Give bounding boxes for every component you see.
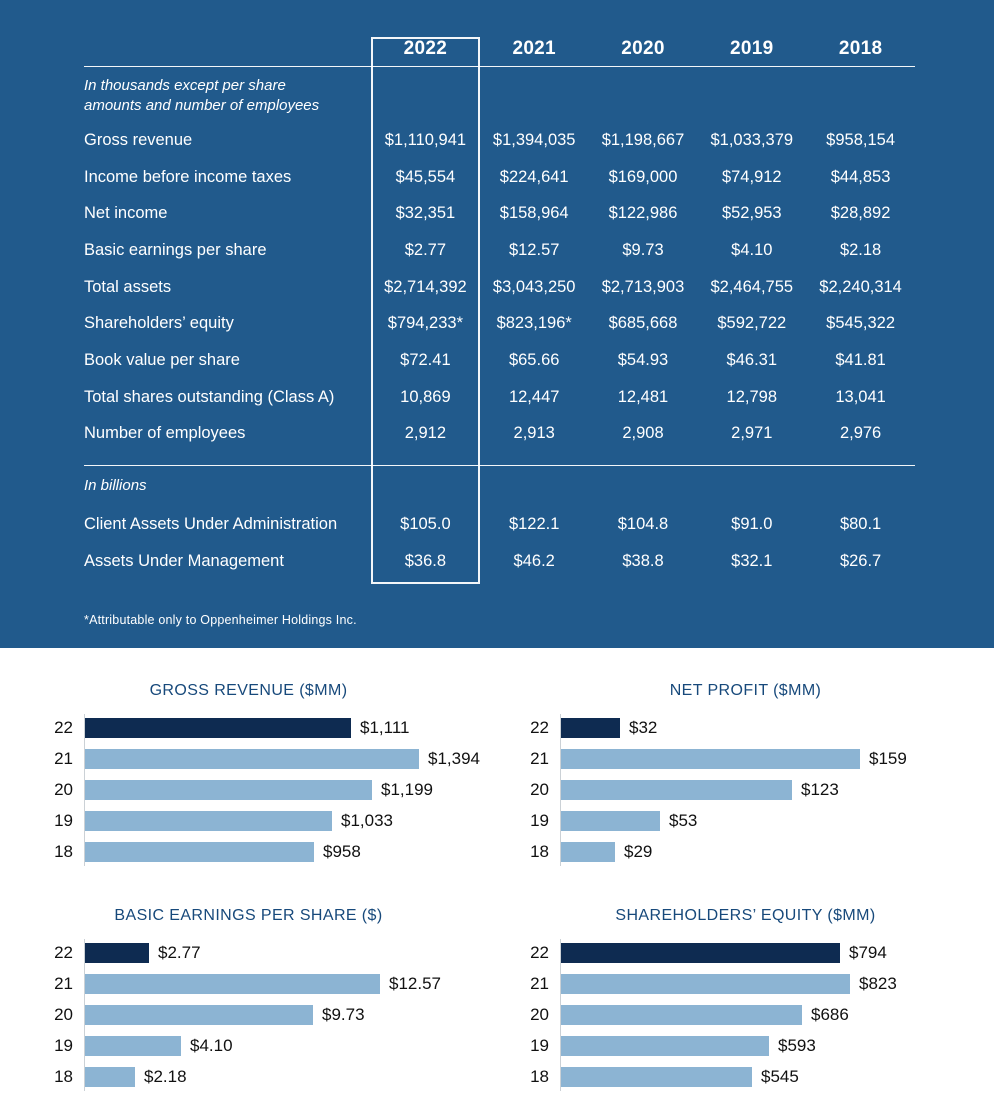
chart-bar-row-18 — [0, 1067, 497, 1087]
cell-2020: $9.73 — [622, 240, 664, 259]
year-header-2022: 2022 — [403, 38, 448, 59]
bar-value-label: $958 — [323, 842, 361, 861]
charts-section — [0, 648, 994, 1108]
bar-20 — [84, 1005, 313, 1025]
cell-2020: $38.8 — [622, 552, 664, 571]
table-row — [84, 416, 915, 453]
cell-2021: $1,394,035 — [492, 130, 576, 149]
cell-2018: $2,240,314 — [819, 277, 902, 296]
row-label: Total shares outstanding (Class A) — [84, 387, 335, 406]
chart-bar-row-20 — [0, 780, 497, 800]
bar-value-label: $159 — [869, 749, 907, 768]
year-tick-label: 22 — [54, 718, 73, 737]
cell-2020: $169,000 — [608, 167, 678, 186]
year-tick-label: 18 — [54, 842, 73, 861]
cell-2021: $46.2 — [513, 552, 555, 571]
table-row — [84, 506, 915, 543]
cell-2018: $545,322 — [826, 314, 895, 333]
year-tick-label: 22 — [530, 718, 549, 737]
cell-2019: $52,953 — [721, 204, 782, 223]
chart-title-gross-revenue: GROSS REVENUE ($MM) — [149, 682, 348, 699]
cell-2020: $685,668 — [608, 314, 678, 333]
year-tick-label: 19 — [54, 1036, 73, 1055]
cell-2020: $1,198,667 — [601, 130, 685, 149]
cell-2022: $105.0 — [400, 515, 451, 534]
financial-table — [84, 0, 915, 580]
bar-22 — [560, 943, 840, 963]
bar-value-label: $123 — [801, 780, 839, 799]
cell-2020: $54.93 — [617, 350, 669, 369]
bar-20 — [560, 1005, 802, 1025]
chart-bar-row-22 — [497, 943, 994, 963]
bar-value-label: $1,111 — [360, 718, 410, 737]
cell-2019: $32.1 — [731, 552, 773, 571]
row-label: Basic earnings per share — [84, 240, 267, 259]
cell-2018: $2.18 — [839, 240, 882, 259]
cell-2019: $74,912 — [721, 167, 782, 186]
table-body-thousands — [84, 122, 915, 452]
cell-2019: $4.10 — [731, 240, 773, 259]
chart-gross-revenue — [0, 681, 497, 862]
table-row — [84, 543, 915, 580]
cell-2018: $26.7 — [839, 552, 882, 571]
bar-value-label: $593 — [778, 1036, 816, 1055]
bar-value-label: $545 — [761, 1067, 799, 1086]
year-tick-label: 18 — [54, 1067, 73, 1086]
section-divider — [84, 452, 915, 466]
bar-value-label: $794 — [849, 943, 887, 962]
cell-2018: $41.81 — [835, 350, 886, 369]
cell-2019: $592,722 — [717, 314, 787, 333]
year-tick-label: 21 — [530, 749, 549, 768]
row-label: Gross revenue — [84, 130, 193, 149]
chart-bar-row-21 — [0, 749, 497, 769]
chart-title-basic-eps: BASIC EARNINGS PER SHARE ($) — [114, 907, 383, 924]
bar-value-label: $2.77 — [158, 943, 201, 962]
table-row — [84, 305, 915, 342]
year-tick-label: 22 — [54, 943, 73, 962]
chart-plot-basic-eps — [0, 943, 497, 1087]
row-label: Client Assets Under Administration — [84, 515, 338, 534]
bar-20 — [560, 780, 792, 800]
chart-bar-row-18 — [0, 842, 497, 862]
chart-bar-row-18 — [497, 1067, 994, 1087]
table-row — [84, 232, 915, 269]
table-row — [84, 342, 915, 379]
cell-2019: 2,971 — [731, 424, 773, 443]
units-note-row-billions — [84, 466, 915, 506]
cell-2022: $1,110,941 — [384, 130, 467, 149]
table-row — [84, 159, 915, 196]
chart-bar-row-19 — [497, 811, 994, 831]
bar-19 — [560, 811, 660, 831]
bar-value-label: $9.73 — [322, 1005, 365, 1024]
chart-bar-row-22 — [497, 718, 994, 738]
bar-19 — [84, 811, 332, 831]
bar-value-label: $823 — [859, 974, 897, 993]
year-tick-label: 20 — [530, 780, 549, 799]
cell-2022: $72.41 — [400, 350, 451, 369]
bar-18 — [560, 842, 615, 862]
row-label: Net income — [84, 204, 168, 223]
chart-shareholders-equity — [497, 906, 994, 1087]
bar-value-label: $53 — [669, 811, 698, 830]
chart-plot-net-profit — [497, 718, 994, 862]
chart-bar-row-21 — [0, 974, 497, 994]
cell-2021: $224,641 — [499, 167, 569, 186]
year-tick-label: 20 — [54, 780, 73, 799]
cell-2020: 12,481 — [617, 387, 669, 406]
cell-2018: 2,976 — [839, 424, 882, 443]
cell-2022: 2,912 — [404, 424, 447, 443]
year-tick-label: 21 — [54, 974, 73, 993]
bar-18 — [84, 1067, 135, 1087]
cell-2019: 12,798 — [726, 387, 778, 406]
bar-18 — [560, 1067, 752, 1087]
cell-2019: $91.0 — [731, 515, 773, 534]
bar-value-label: $4.10 — [190, 1036, 233, 1055]
bar-21 — [84, 974, 380, 994]
year-tick-label: 21 — [54, 749, 73, 768]
cell-2022: $2.77 — [404, 240, 447, 259]
cell-2022: $32,351 — [395, 204, 456, 223]
cell-2021: $3,043,250 — [492, 277, 576, 296]
bar-22 — [560, 718, 620, 738]
chart-plot-shareholders-equity — [497, 943, 994, 1087]
cell-2021: $122.1 — [508, 515, 560, 534]
bar-18 — [84, 842, 314, 862]
chart-bar-row-21 — [497, 974, 994, 994]
bar-21 — [560, 974, 850, 994]
year-tick-label: 18 — [530, 842, 549, 861]
units-note-billions: In billions — [84, 477, 147, 495]
year-header-2020: 2020 — [621, 38, 665, 59]
row-label: Total assets — [84, 277, 172, 296]
table-body-billions — [84, 506, 915, 580]
bar-20 — [84, 780, 372, 800]
row-label: Number of employees — [84, 424, 246, 443]
row-label: Shareholders’ equity — [84, 314, 234, 333]
cell-2022: $2,714,392 — [384, 277, 467, 296]
cell-2018: $44,853 — [830, 167, 891, 186]
cell-2021: $823,196* — [496, 314, 572, 333]
table-row — [84, 379, 915, 416]
bar-19 — [84, 1036, 181, 1056]
cell-2020: $104.8 — [617, 515, 669, 534]
bar-19 — [560, 1036, 769, 1056]
bar-21 — [84, 749, 419, 769]
cell-2021: $12.57 — [508, 240, 560, 259]
units-note-row — [84, 67, 915, 122]
year-header-2019: 2019 — [730, 38, 774, 59]
year-tick-label: 22 — [530, 943, 549, 962]
chart-plot-gross-revenue — [0, 718, 497, 862]
chart-bar-row-20 — [497, 780, 994, 800]
chart-bar-row-20 — [0, 1005, 497, 1025]
bar-value-label: $32 — [629, 718, 658, 737]
bar-value-label: $1,199 — [381, 780, 433, 799]
bar-value-label: $12.57 — [389, 974, 441, 993]
bar-value-label: $29 — [624, 842, 653, 861]
year-tick-label: 19 — [530, 811, 549, 830]
table-row — [84, 195, 915, 232]
chart-bar-row-19 — [497, 1036, 994, 1056]
table-row — [84, 122, 915, 159]
year-tick-label: 21 — [530, 974, 549, 993]
cell-2021: 2,913 — [513, 424, 555, 443]
cell-2019: $2,464,755 — [710, 277, 794, 296]
year-header-2018: 2018 — [838, 38, 883, 59]
chart-bar-row-21 — [497, 749, 994, 769]
cell-2020: 2,908 — [622, 424, 664, 443]
bar-value-label: $1,033 — [341, 811, 393, 830]
cell-2019: $46.31 — [726, 350, 778, 369]
year-tick-label: 20 — [54, 1005, 73, 1024]
year-tick-label: 19 — [54, 811, 73, 830]
row-label: Income before income taxes — [84, 167, 292, 186]
bar-22 — [84, 718, 351, 738]
bar-value-label: $1,394 — [428, 749, 480, 768]
footnote: *Attributable only to Oppenheimer Holdings Inc. — [84, 613, 357, 627]
chart-bar-row-22 — [0, 718, 497, 738]
cell-2021: $65.66 — [508, 350, 560, 369]
bar-21 — [560, 749, 860, 769]
chart-basic-eps — [0, 906, 497, 1087]
chart-bar-row-20 — [497, 1005, 994, 1025]
cell-2022: $36.8 — [404, 552, 447, 571]
chart-title-net-profit: NET PROFIT ($MM) — [669, 682, 822, 699]
year-header-2021: 2021 — [512, 38, 556, 59]
chart-bar-row-22 — [0, 943, 497, 963]
cell-2021: 12,447 — [508, 387, 560, 406]
chart-title-shareholders-equity: SHAREHOLDERS’ EQUITY ($MM) — [615, 907, 876, 924]
chart-bar-row-18 — [497, 842, 994, 862]
year-tick-label: 19 — [530, 1036, 549, 1055]
row-label: Assets Under Management — [84, 552, 284, 571]
table-header-row — [84, 0, 915, 67]
cell-2018: $80.1 — [839, 515, 882, 534]
cell-2020: $122,986 — [608, 204, 678, 223]
cell-2021: $158,964 — [499, 204, 569, 223]
chart-net-profit — [497, 681, 994, 862]
cell-2018: $28,892 — [830, 204, 891, 223]
units-note-thousands: In thousands except per share amounts and number of employees — [84, 77, 320, 115]
cell-2018: $958,154 — [826, 130, 895, 149]
chart-bar-row-19 — [0, 811, 497, 831]
bar-value-label: $686 — [811, 1005, 849, 1024]
year-tick-label: 18 — [530, 1067, 549, 1086]
row-label: Book value per share — [84, 350, 240, 369]
bar-value-label: $2.18 — [144, 1067, 187, 1086]
cell-2019: $1,033,379 — [710, 130, 794, 149]
cell-2022: $45,554 — [395, 167, 456, 186]
chart-bar-row-19 — [0, 1036, 497, 1056]
cell-2022: $794,233* — [387, 314, 464, 333]
year-tick-label: 20 — [530, 1005, 549, 1024]
cell-2018: 13,041 — [835, 387, 886, 406]
bar-22 — [84, 943, 149, 963]
cell-2022: 10,869 — [400, 387, 451, 406]
cell-2020: $2,713,903 — [601, 277, 685, 296]
table-row — [84, 269, 915, 306]
